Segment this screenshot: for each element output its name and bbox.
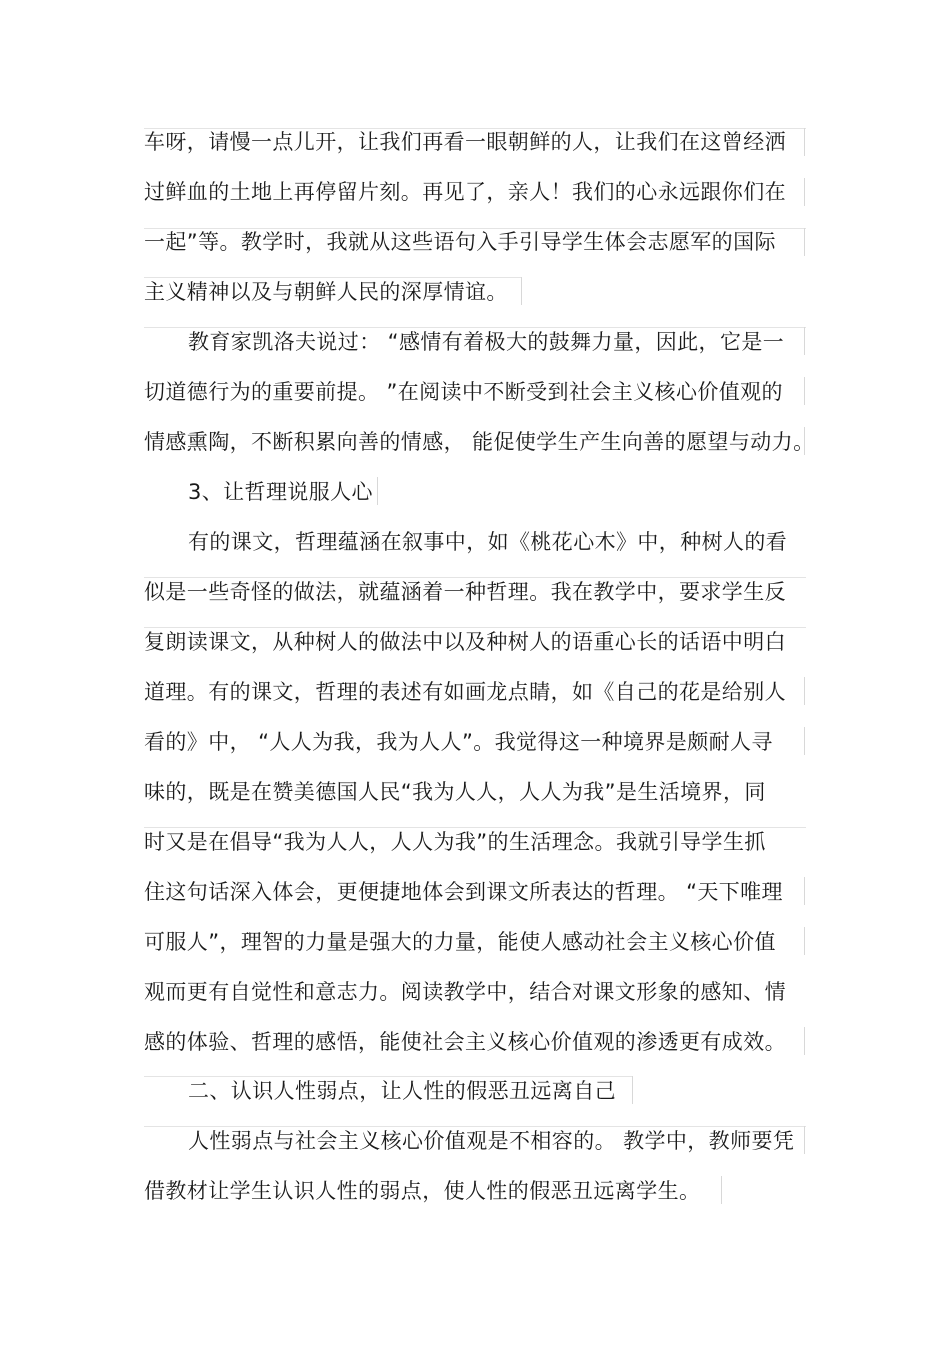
rule-line [804,228,805,256]
text-line: 住这句话深入体会，更便捷地体会到课文所表达的哲理。 “天下唯理 [144,880,783,904]
text-line: 情感熏陶，不断积累向善的情感， 能促使学生产生向善的愿望与动力。 [144,430,815,454]
rule-line [804,727,805,755]
rule-line [804,877,805,905]
text-line: 似是一些奇怪的做法，就蕴涵着一种哲理。我在教学中，要求学生反 [144,580,786,604]
text-line: 一起”等。教学时，我就从这些语句入手引导学生体会志愿军的国际 [144,230,776,254]
rule-line [804,128,805,156]
text-line: 观而更有自觉性和意志力。阅读教学中，结合对课文形象的感知、情 [144,980,786,1004]
text-line: 时又是在倡导“我为人人，人人为我”的生活理念。我就引导学生抓 [144,830,766,854]
text-line: 道理。有的课文，哲理的表述有如画龙点睛，如《自己的花是给别人 [144,680,786,704]
rule-line [804,1027,805,1055]
text-line: 过鲜血的土地上再停留片刻。再见了，亲人！我们的心永远跟你们在 [144,180,786,204]
paragraph-first-line: 教育家凯洛夫说过： “感情有着极大的鼓舞力量，因此，它是一 [188,330,785,354]
text-line: 味的，既是在赞美德国人民“我为人人，人人为我”是生活境界，同 [144,780,766,804]
rule-line [804,178,805,206]
rule-line [804,377,805,405]
rule-line [804,327,805,355]
text-line: 可服人”，理智的力量是强大的力量，能使人感动社会主义核心价值 [144,930,776,954]
text-line: 切道德行为的重要前提。 ”在阅读中不断受到社会主义核心价值观的 [144,380,783,404]
rule-line [632,1076,633,1104]
text-line: 车呀，请慢一点儿开，让我们再看一眼朝鲜的人，让我们在这曾经洒 [144,130,786,154]
rule-line [377,477,378,505]
text-line: 复朗读课文，从种树人的做法中以及种树人的语重心长的话语中明白 [144,630,786,654]
rule-line [721,1176,722,1204]
paragraph-first-line: 有的课文，哲理蕴涵在叙事中，如《桃花心木》中，种树人的看 [188,530,788,554]
text-line: 看的》中， “人人为我，我为人人”。我觉得这一种境界是颇耐人寻 [144,730,773,754]
rule-line [804,677,805,705]
rule-line [521,277,522,305]
text-line: 感的体验、哲理的感悟，能使社会主义核心价值观的渗透更有成效。 [144,1030,786,1054]
paragraph-first-line: 人性弱点与社会主义核心价值观是不相容的。 教学中，教师要凭 [188,1129,795,1153]
section-heading: 二、认识人性弱点，让人性的假恶丑远离自己 [188,1079,616,1103]
text-line: 主义精神以及与朝鲜人民的深厚情谊。 [144,280,508,304]
rule-line [804,927,805,955]
section-heading: 3、让哲理说服人心 [188,480,373,504]
rule-line [804,1126,805,1154]
text-line: 借教材让学生认识人性的弱点，使人性的假恶丑远离学生。 [144,1179,701,1203]
